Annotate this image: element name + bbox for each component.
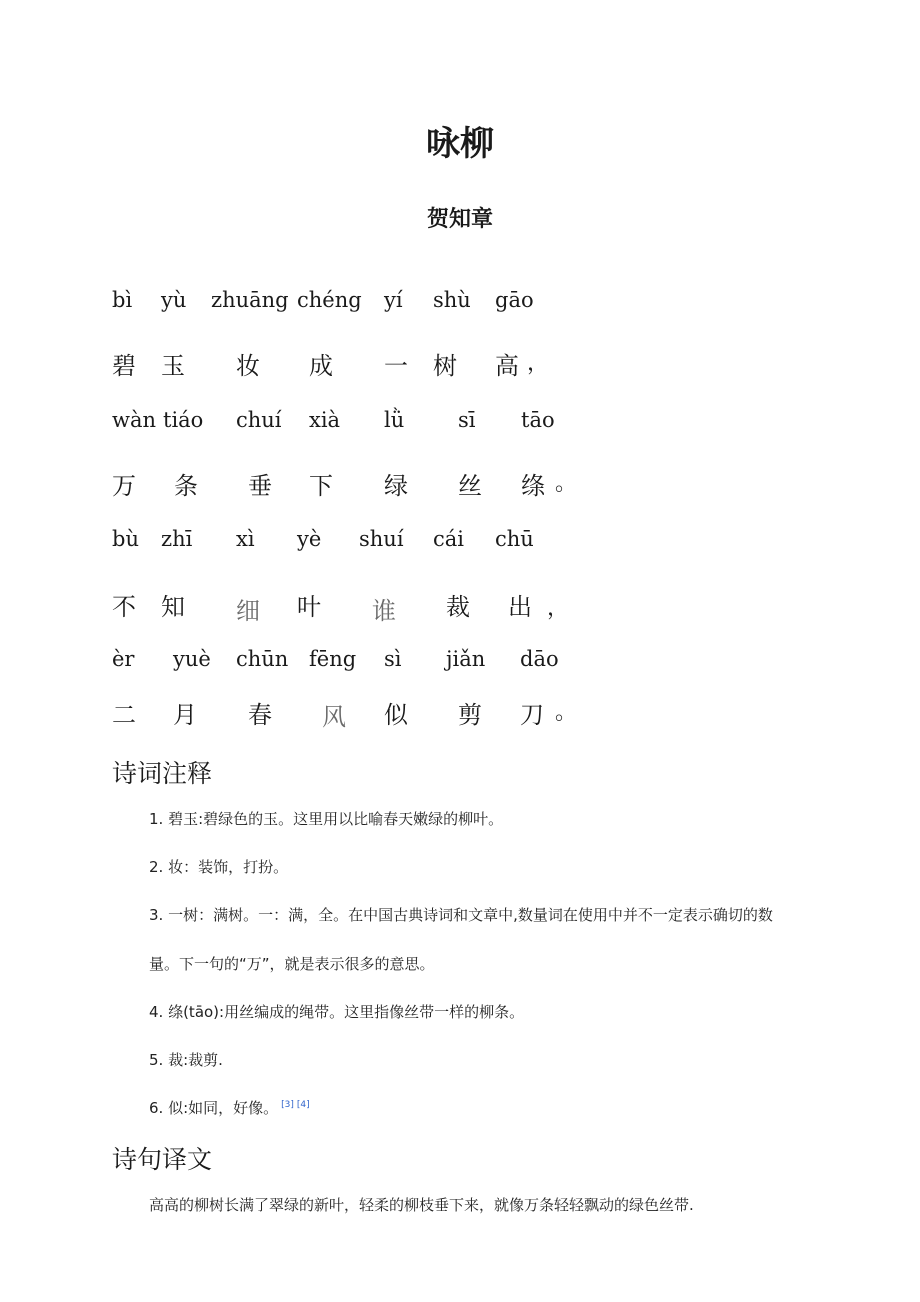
pinyin-line <box>0 408 920 448</box>
pinyin-syllable: sī <box>458 408 476 432</box>
punctuation: ， <box>527 351 550 376</box>
hanzi-char: 妆 <box>236 352 260 380</box>
punctuation: ， <box>547 596 570 621</box>
hanzi-char: 树 <box>433 352 457 380</box>
note-item: 3. 一树：满树。一：满，全。在中国古典诗词和文章中,数量词在使用中并不一定表示确切的数 <box>149 906 773 924</box>
pinyin-syllable: bì <box>112 288 133 312</box>
note-item: 1. 碧玉:碧绿色的玉。这里用以比喻春天嫩绿的柳叶。 <box>149 810 504 828</box>
pinyin-syllable: fēng <box>309 647 357 671</box>
reference-link[interactable]: [3] <box>281 1100 294 1110</box>
pinyin-syllable: tiáo <box>163 408 204 432</box>
pinyin-syllable: yí <box>384 288 403 312</box>
pinyin-line <box>0 527 920 567</box>
hanzi-char: 似 <box>384 701 408 729</box>
punctuation: 。 <box>555 700 578 725</box>
hanzi-char: 细 <box>236 597 260 625</box>
hanzi-char: 高 <box>495 352 519 380</box>
hanzi-char: 丝 <box>458 472 482 500</box>
punctuation: 。 <box>555 471 578 496</box>
pinyin-syllable: chū <box>495 527 534 551</box>
note-item: 4. 绦(tāo):用丝编成的绳带。这里指像丝带一样的柳条。 <box>149 1003 525 1021</box>
note-text: 6. 似:如同，好像。 <box>149 1099 279 1117</box>
pinyin-syllable: tāo <box>521 408 555 432</box>
translation-heading: 诗句译文 <box>112 1145 213 1174</box>
note-item: 量。下一句的“万”，就是表示很多的意思。 <box>149 955 435 973</box>
pinyin-syllable: chéng <box>297 288 362 312</box>
hanzi-char: 碧 <box>112 352 136 380</box>
hanzi-char: 叶 <box>297 593 321 621</box>
hanzi-char: 剪 <box>458 701 482 729</box>
pinyin-line <box>0 647 920 687</box>
note-item-with-refs <box>149 1097 310 1118</box>
hanzi-char: 春 <box>248 701 272 729</box>
pinyin-syllable: bù <box>112 527 139 551</box>
hanzi-char: 出 <box>508 593 532 621</box>
hanzi-char: 知 <box>161 593 185 621</box>
hanzi-char: 一 <box>384 352 408 380</box>
pinyin-syllable: zhuāng <box>211 288 289 312</box>
pinyin-syllable: sì <box>384 647 402 671</box>
pinyin-syllable: gāo <box>495 288 534 312</box>
pinyin-syllable: zhī <box>161 527 193 551</box>
hanzi-line <box>0 466 920 506</box>
hanzi-char: 不 <box>112 593 136 621</box>
pinyin-syllable: èr <box>112 647 135 671</box>
pinyin-syllable: wàn <box>112 408 157 432</box>
hanzi-char: 月 <box>173 701 197 729</box>
hanzi-line <box>0 587 920 627</box>
pinyin-syllable: yuè <box>173 647 211 671</box>
hanzi-char: 谁 <box>372 597 396 625</box>
pinyin-syllable: xì <box>236 527 255 551</box>
note-item: 5. 裁:裁剪. <box>149 1051 223 1069</box>
poem-author: 贺知章 <box>426 207 493 232</box>
hanzi-line <box>0 346 920 386</box>
pinyin-syllable: dāo <box>520 647 559 671</box>
notes-heading: 诗词注释 <box>112 759 213 788</box>
pinyin-syllable: yè <box>297 527 322 551</box>
translation-text: 高高的柳树长满了翠绿的新叶，轻柔的柳枝垂下来，就像万条轻轻飘动的绿色丝带. <box>149 1196 694 1214</box>
hanzi-char: 裁 <box>446 593 470 621</box>
hanzi-char: 下 <box>309 472 333 500</box>
hanzi-char: 风 <box>322 703 346 731</box>
pinyin-syllable: xià <box>309 408 341 432</box>
hanzi-char: 绦 <box>521 472 545 500</box>
hanzi-char: 垂 <box>248 472 272 500</box>
hanzi-char: 万 <box>112 472 136 500</box>
pinyin-syllable: cái <box>433 527 464 551</box>
hanzi-char: 条 <box>174 472 198 500</box>
pinyin-syllable: jiǎn <box>446 647 486 671</box>
reference-link[interactable]: [4] <box>296 1100 310 1110</box>
hanzi-char: 绿 <box>384 472 408 500</box>
poem-title: 咏柳 <box>426 124 494 164</box>
note-item: 2. 妆：装饰，打扮。 <box>149 858 289 876</box>
hanzi-char: 刀 <box>520 701 544 729</box>
hanzi-char: 二 <box>112 701 136 729</box>
pinyin-syllable: chūn <box>236 647 289 671</box>
hanzi-char: 成 <box>309 352 333 380</box>
hanzi-line <box>0 695 920 735</box>
pinyin-syllable: shuí <box>359 527 404 551</box>
pinyin-line <box>0 288 920 328</box>
pinyin-syllable: yù <box>161 288 187 312</box>
pinyin-syllable: shù <box>433 288 471 312</box>
pinyin-syllable: chuí <box>236 408 282 432</box>
pinyin-syllable: lǜ <box>384 408 405 432</box>
hanzi-char: 玉 <box>161 352 185 380</box>
